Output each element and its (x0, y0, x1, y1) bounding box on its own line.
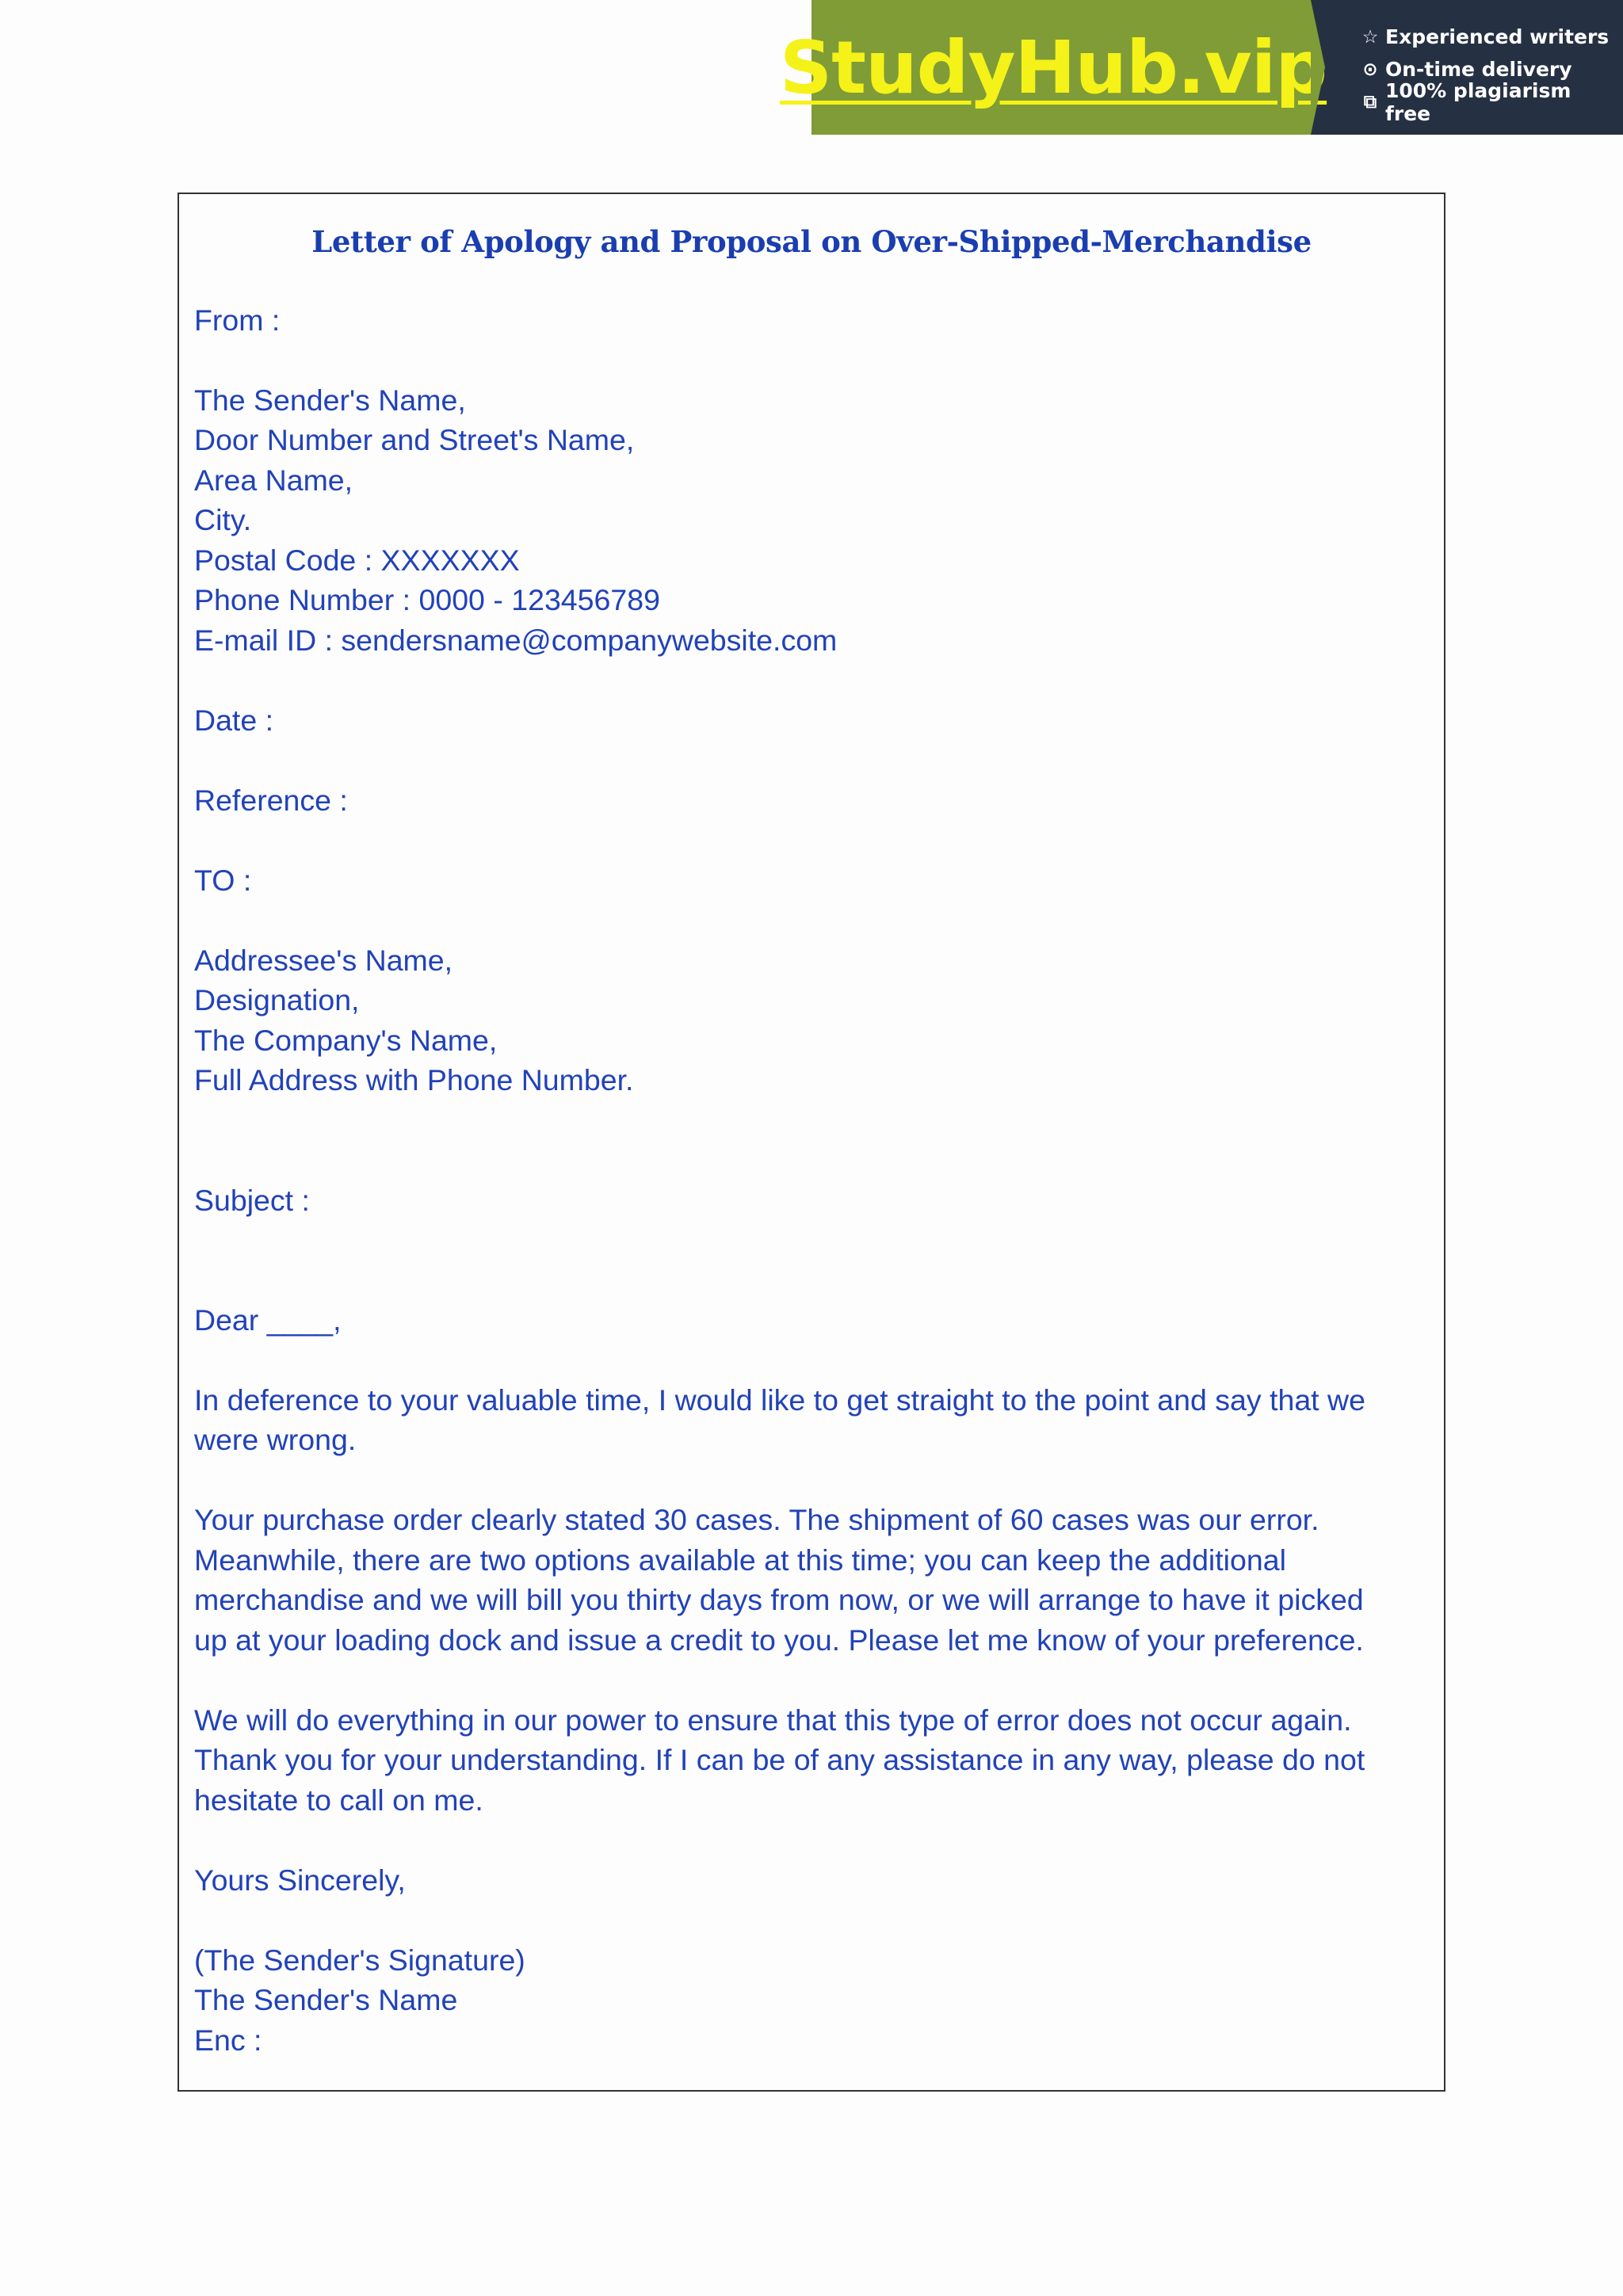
paragraph-line: were wrong. (194, 1423, 357, 1456)
feature-label: Experienced writers (1385, 25, 1610, 48)
paragraph-line: hesitate to call on me. (194, 1783, 483, 1817)
to-label: TO : (194, 864, 252, 897)
brand-name: StudyHub.vip (779, 25, 1327, 110)
from-label: From : (194, 303, 281, 337)
letter-title: Letter of Apology and Proposal on Over-Shipped-Merchandise (311, 224, 1312, 259)
sender-email: E-mail ID : sendersname@companywebsite.com (194, 624, 838, 657)
copy-icon: ⧉ (1363, 91, 1377, 113)
subject-label: Subject : (194, 1184, 310, 1217)
feature-list (1311, 0, 1623, 135)
addressee-name: Addressee's Name, (194, 944, 453, 977)
paragraph-line: In deference to your valuable time, I would like to get straight to the point and say that we (194, 1383, 1365, 1417)
sender-street: Door Number and Street's Name, (194, 423, 635, 456)
sender-postal-code: Postal Code : XXXXXXX (194, 543, 520, 577)
feature-experienced-writers (1360, 21, 1623, 53)
feature-plagiarism-free (1360, 78, 1623, 125)
feature-label: 100% plagiarism free (1384, 78, 1571, 125)
sender-phone: Phone Number : 0000 - 123456789 (194, 583, 660, 616)
paragraph-line: Meanwhile, there are two options available at this time; you can keep the additional (194, 1543, 1286, 1577)
salutation: Dear ____, (194, 1303, 342, 1337)
letter-frame (178, 193, 1445, 2092)
addressee-designation: Designation, (194, 983, 360, 1016)
paragraph-line: We will do everything in our power to ensure that this type of error does not occur again. (194, 1703, 1352, 1737)
clock-icon: ⊙ (1362, 59, 1378, 80)
star-icon: ☆ (1361, 26, 1379, 48)
feature-label: On-time delivery (1385, 58, 1572, 81)
reference-label: Reference : (194, 784, 348, 817)
signature-name: The Sender's Name (194, 1983, 458, 2016)
paragraph-line: up at your loading dock and issue a credit to you. Please let me know of your preference. (194, 1623, 1364, 1657)
closing: Yours Sincerely, (194, 1863, 406, 1897)
signature-placeholder: (The Sender's Signature) (194, 1943, 525, 1977)
brand-logo[interactable] (779, 0, 1327, 135)
enclosure-label: Enc : (194, 2023, 262, 2057)
paragraph-line: Your purchase order clearly stated 30 cases. The shipment of 60 cases was our error. (194, 1503, 1319, 1536)
studyhub-banner[interactable] (779, 0, 1623, 135)
sender-city: City. (194, 503, 252, 536)
addressee-company: The Company's Name, (194, 1024, 498, 1057)
sender-area: Area Name, (194, 463, 353, 497)
paragraph-line: Thank you for your understanding. If I can be of any assistance in any way, please do not (194, 1743, 1365, 1776)
addressee-address: Full Address with Phone Number. (194, 1063, 634, 1097)
paragraph-line: merchandise and we will bill you thirty days from now, or we will arrange to have it picked (194, 1583, 1364, 1616)
sender-name: The Sender's Name, (194, 383, 466, 417)
date-label: Date : (194, 704, 274, 737)
